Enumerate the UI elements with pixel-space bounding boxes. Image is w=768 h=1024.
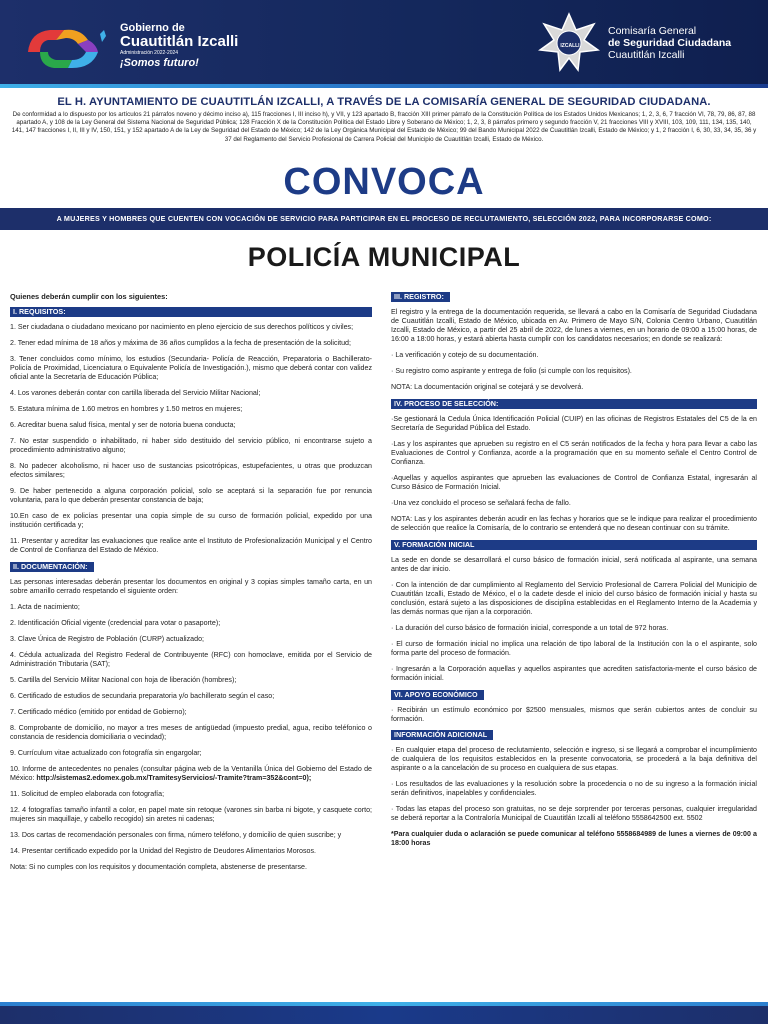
- paragraph: · Ingresarán a la Corporación aquellas y aquellos aspirantes que acrediten satisfactoria-mente el curso básico de formación inicial.: [391, 665, 757, 682]
- ayuntamiento-heading: EL H. AYUNTAMIENTO DE CUAUTITLÁN IZCALLI, A TRAVÉS DE LA COMISARÍA GENERAL DE SEGURIDAD CIUDADANA.: [57, 96, 711, 108]
- paragraph: · Todas las etapas del proceso son gratuitas, no se deje sorprender por terceras personas, cualquier irregularidad se deberá reportar a la Contraloría Municipal de Cuautitlán Izcalli al teléfono 5558642500 ext. 5502: [391, 805, 757, 822]
- header-band: [0, 0, 768, 88]
- left-note: Nota: Si no cumples con los requisitos y documentación completa, abstenerse de presentarse.: [10, 863, 307, 871]
- documentacion-intro: Las personas interesadas deberán presentar los documentos en original y 3 copias simples tamaño carta, en un sobre amarillo cerrado respetando el siguiente orden:: [10, 578, 372, 595]
- list-item: 4. Los varones deberán contar con cartilla liberada del Servicio Militar Nacional;: [10, 389, 261, 397]
- list-item: 13. Dos cartas de recomendación personales con firma, número teléfono, y domicilio de quien suscribe; y: [10, 831, 342, 839]
- list-item: 8. No padecer alcoholismo, ni hacer uso de sustancias psicotrópicas, estupefacientes, u otras que produzcan efectos similares;: [10, 462, 372, 479]
- izcalli-logo-icon: [20, 22, 110, 74]
- paragraph: El registro y la entrega de la documentación requerida, se llevará a cabo en la Comisaría de Seguridad Ciudadana de Cuautitlán Izcalli, Estado de México, ubicada en Av. Primero de Mayo S/N, Colonia Centro Urbano, Cuautitlán Izcalli, Estado de México, a partir del 25 abril de 2022, de lunes a viernes, en un horario de 09:00 a 15:00 horas, de 16:00 a 18:00 horas, y estará abierta hasta cumplir con los candidatos necesarios; en donde se realizará:: [391, 308, 757, 343]
- paragraph: ·Se gestionará la Cedula Única Identificación Policial (CUIP) en las oficinas de Registros Estatales del C5 de la en Secretaría de Seguridad Pública del Estado.: [391, 415, 757, 432]
- list-item: 1. Ser ciudadana o ciudadano mexicano por nacimiento en pleno ejercicio de sus derechos políticos y civiles;: [10, 323, 354, 331]
- paragraph: · El curso de formación inicial no implica una relación de tipo laboral de la Institución con la o el aspirante, solo forma parte del proceso de formación.: [391, 640, 757, 657]
- list-item: 10.En caso de ex policías presentar una copia simple de su curso de formación policial, expedido por una institución certificada y;: [10, 512, 372, 529]
- list-item: 9. De haber pertenecido a alguna corporación policial, solo se aceptará si la separación fue por renuncia voluntaria, para lo que deberán presentar constancia de baja;: [10, 487, 372, 504]
- requisitos-list: [10, 323, 372, 555]
- list-item: 14. Presentar certificado expedido por la Unidad del Registro de Deudores Alimentarios Morosos.: [10, 847, 316, 855]
- edomex-link[interactable]: http://sistemas2.edomex.gob.mx/TramitesyServicios/-Tramite?tram=352&cont=0);: [36, 774, 312, 782]
- section-apoyo: VI. APOYO ECONÓMICO: [391, 690, 484, 700]
- requirements-intro: Quienes deberán cumplir con los siguientes:: [10, 292, 168, 301]
- list-item: 2. Identificación Oficial vigente (credencial para votar o pasaporte);: [10, 619, 221, 627]
- list-item: 3. Tener concluidos como mínimo, los estudios (Secundaria- Policía de Reacción, Preparatoria o Bachillerato- Policía de Proximidad, Licenciatura o Equivalente Policía de Investigación.), mismo que deberá contar con validez oficial ante la Secretaría de Educación Pública;: [10, 355, 372, 381]
- paragraph: · Los resultados de las evaluaciones y la resolución sobre la procedencia o no de su ingreso a la formación inicial serán definitivos, inapelables y confidenciales.: [391, 780, 757, 797]
- list-item: 5. Estatura mínima de 1.60 metros en hombres y 1.50 metros en mujeres;: [10, 405, 243, 413]
- list-item: [10, 765, 372, 783]
- list-item: 5. Cartilla del Servicio Militar Nacional con hoja de liberación (hombres);: [10, 676, 237, 684]
- position-title: POLICÍA MUNICIPAL: [247, 242, 521, 272]
- list-item: 3. Clave Única de Registro de Población (CURP) actualizado;: [10, 635, 204, 643]
- paragraph: NOTA: La documentación original se cotejará y se devolverá.: [391, 383, 584, 391]
- paragraph: ·Las y los aspirantes que aprueben su registro en el C5 serán notificados de la fecha y hora para llevar a cabo las Evaluaciones de Control y Confianza, acorde a la programación que en su momento señale el Centro Control de Confianza.: [391, 440, 757, 466]
- gov-administration: Administración 2022-2024: [120, 50, 179, 56]
- paragraph: · La duración del curso básico de formación inicial, corresponde a un total de 972 horas.: [391, 624, 669, 632]
- list-item: 7. No estar suspendido o inhabilitado, ni haber sido destituido del servicio público, ni encontrarse sujeto a procedimiento administrativo alguno;: [10, 437, 372, 454]
- header-stripe: [0, 84, 768, 88]
- list-item: 11. Solicitud de empleo elaborada con fotografía;: [10, 790, 165, 798]
- footer-stripe: [0, 1002, 768, 1006]
- section-documentacion: II. DOCUMENTACIÓN:: [10, 562, 94, 572]
- doc10-text: 10. Informe de antecedentes no penales (consultar página web de la Ventanilla Única del Gobierno del Estado de México:: [10, 765, 372, 782]
- list-item: 6. Acreditar buena salud física, mental y ser de notoria buena conducta;: [10, 421, 236, 429]
- section-formacion: V. FORMACIÓN INICIAL: [391, 540, 757, 550]
- gov-line2: Cuautitlán Izcalli: [120, 33, 239, 50]
- convoca-title: CONVOCA: [283, 161, 485, 203]
- contact-note: *Para cualquier duda o aclaración se puede comunicar al teléfono 5558684989 de lunes a viernes de 09:00 a 18:00 horas: [391, 830, 757, 847]
- legal-basis: De conformidad a lo dispuesto por los artículos 21 párrafos noveno y décimo inciso a), 115 fracciones I, III inciso h), y VII, y 123 apartado B, fracción XIII primer párrafo de la Constitución Política de los Estados Unidos Mexicanos; 1, 2, 3, 6, 7 fracción VI, 78, 79, 86, 87, 88 apartado A, y 108 de la Ley General del Sistema Nacional de Seguridad Pública; 128 Fracción X de la Constitución Política del Estado Libre y Soberano de México; 1, 2, 3, 8 párrafos primero y segundo fracción V, 21 fracciones VIII y XVIII, 103, 109, 111, 134, 135, 140, 141, 147 fracciones I, II, III y IV, 150, 151, y 152 apartado A de la Ley de Seguridad del Estado de México; 142 de la Ley Orgánica Municipal del Estado de México; 99 del Bando Municipal 2022 de Cuautitlán Izcalli, Estado de México; y 1, 2 fracción I, 6, 30, 33, 34, 35, 36 y 37 del Reglamento del Servicio Profesional de Carrera Policial del Municipio de Cuautitlán Izcalli, Estado de México.: [11, 111, 757, 143]
- documentos-list: [10, 603, 372, 856]
- section-registro: III. REGISTRO:: [391, 292, 450, 302]
- gov-slogan: ¡Somos futuro!: [120, 57, 199, 69]
- list-item: 12. 4 fotografías tamaño infantil a color, en papel mate sin retoque (varones sin barba ni bigote, y casquete corto; mujeres sin maquillaje, y cabello recogido) sin aretes ni cadenas;: [10, 806, 372, 823]
- list-item: 9. Currículum vitae actualizado con fotografía sin engargolar;: [10, 749, 202, 757]
- csc-line2: de Seguridad Ciudadana: [608, 37, 732, 49]
- paragraph: · La verificación y cotejo de su documentación.: [391, 351, 539, 359]
- left-column: [10, 292, 372, 879]
- paragraph: NOTA: Las y los aspirantes deberán acudir en las fechas y horarios que se le indique para realizar el procedimiento de selección que realice la Comisaría, de lo contrario se entenderá que no desean continuar con su trámite.: [391, 515, 757, 532]
- footer-band: [0, 1002, 768, 1024]
- list-item: 8. Comprobante de domicilio, no mayor a tres meses de antigüedad (impuesto predial, agua, recibo teléfonico o constancia de residencia domiciliaria o vecindad);: [10, 724, 372, 741]
- list-item: 1. Acta de nacimiento;: [10, 603, 80, 611]
- paragraph: · Con la intención de dar cumplimiento al Reglamento del Servicio Profesional de Carrera Policial del Municipio de Cuautitlán Izcalli, Estado de México, el o la cadete desde el inicio del curso básico de formación inicial y hasta su conclusión, estará sujeto a las disposiciones de disciplina establecidas en el Reglamento Interno de la Academia y las demás normas que rijan a la corporación.: [391, 581, 757, 616]
- list-item: 11. Presentar y acreditar las evaluaciones que realice ante el Instituto de Profesionalización Municipal y el Centro de Control de Confianza del Estado de México.: [10, 537, 372, 554]
- section-requisitos: I. REQUISITOS:: [10, 307, 372, 317]
- paragraph: ·Aquellas y aquellos aspirantes que aprueben las evaluaciones de Control de Confianza Estatal, ingresarán al Curso Básico de Formación Inicial.: [391, 474, 757, 491]
- csc-line3: Cuautitlán Izcalli: [608, 49, 685, 61]
- csc-line1: Comisaría General: [608, 25, 697, 37]
- gov-line1: Gobierno de: [120, 22, 185, 34]
- right-column: [391, 292, 757, 855]
- paragraph: ·Una vez concluido el proceso se señalará fecha de fallo.: [391, 499, 571, 507]
- paragraph: · En cualquier etapa del proceso de reclutamiento, selección e ingreso, si se llegará a comprobar el incumplimiento de cualquiera de los requisitos establecidos en la presente convocatoria, se procederá a la baja definitiva del aspirante o a la cancelación de su proceso en cualquiera de sus etapas.: [391, 746, 757, 772]
- list-item: 4. Cédula actualizada del Registro Federal de Contribuyente (RFC) con homoclave, emitida por el Servicio de Administración Tributaria (SAT);: [10, 651, 372, 668]
- paragraph: La sede en donde se desarrollará el curso básico de formación inicial, será notificada al aspirante, una semana antes de dar inicio.: [391, 556, 757, 573]
- paragraph: · Su registro como aspirante y entrega de folio (si cumple con los requisitos).: [391, 367, 632, 375]
- comisaria-brand: [608, 25, 731, 61]
- badge-label: IZCALLI: [560, 43, 580, 49]
- government-brand: [120, 22, 238, 69]
- list-item: 6. Certificado de estudios de secundaria preparatoria y/o bachillerato según el caso;: [10, 692, 275, 700]
- audience-banner: A MUJERES Y HOMBRES QUE CUENTEN CON VOCACIÓN DE SERVICIO PARA PARTICIPAR EN EL PROCESO DE RECLUTAMIENTO, SELECCIÓN 2022, PARA INCORPORARSE COMO:: [0, 208, 768, 230]
- list-item: 2. Tener edad mínima de 18 años y máxima de 36 años cumplidos a la fecha de presentación de la solicitud;: [10, 339, 351, 347]
- section-informacion: INFORMACIÓN ADICIONAL: [391, 730, 493, 740]
- list-item: 7. Certificado médico (emitido por entidad de Gobierno);: [10, 708, 187, 716]
- section-proceso: IV. PROCESO DE SELECCIÓN:: [391, 399, 757, 409]
- paragraph: · Recibirán un estímulo económico por $2500 mensuales, mismos que serán cubiertos antes de concluir su formación.: [391, 706, 757, 723]
